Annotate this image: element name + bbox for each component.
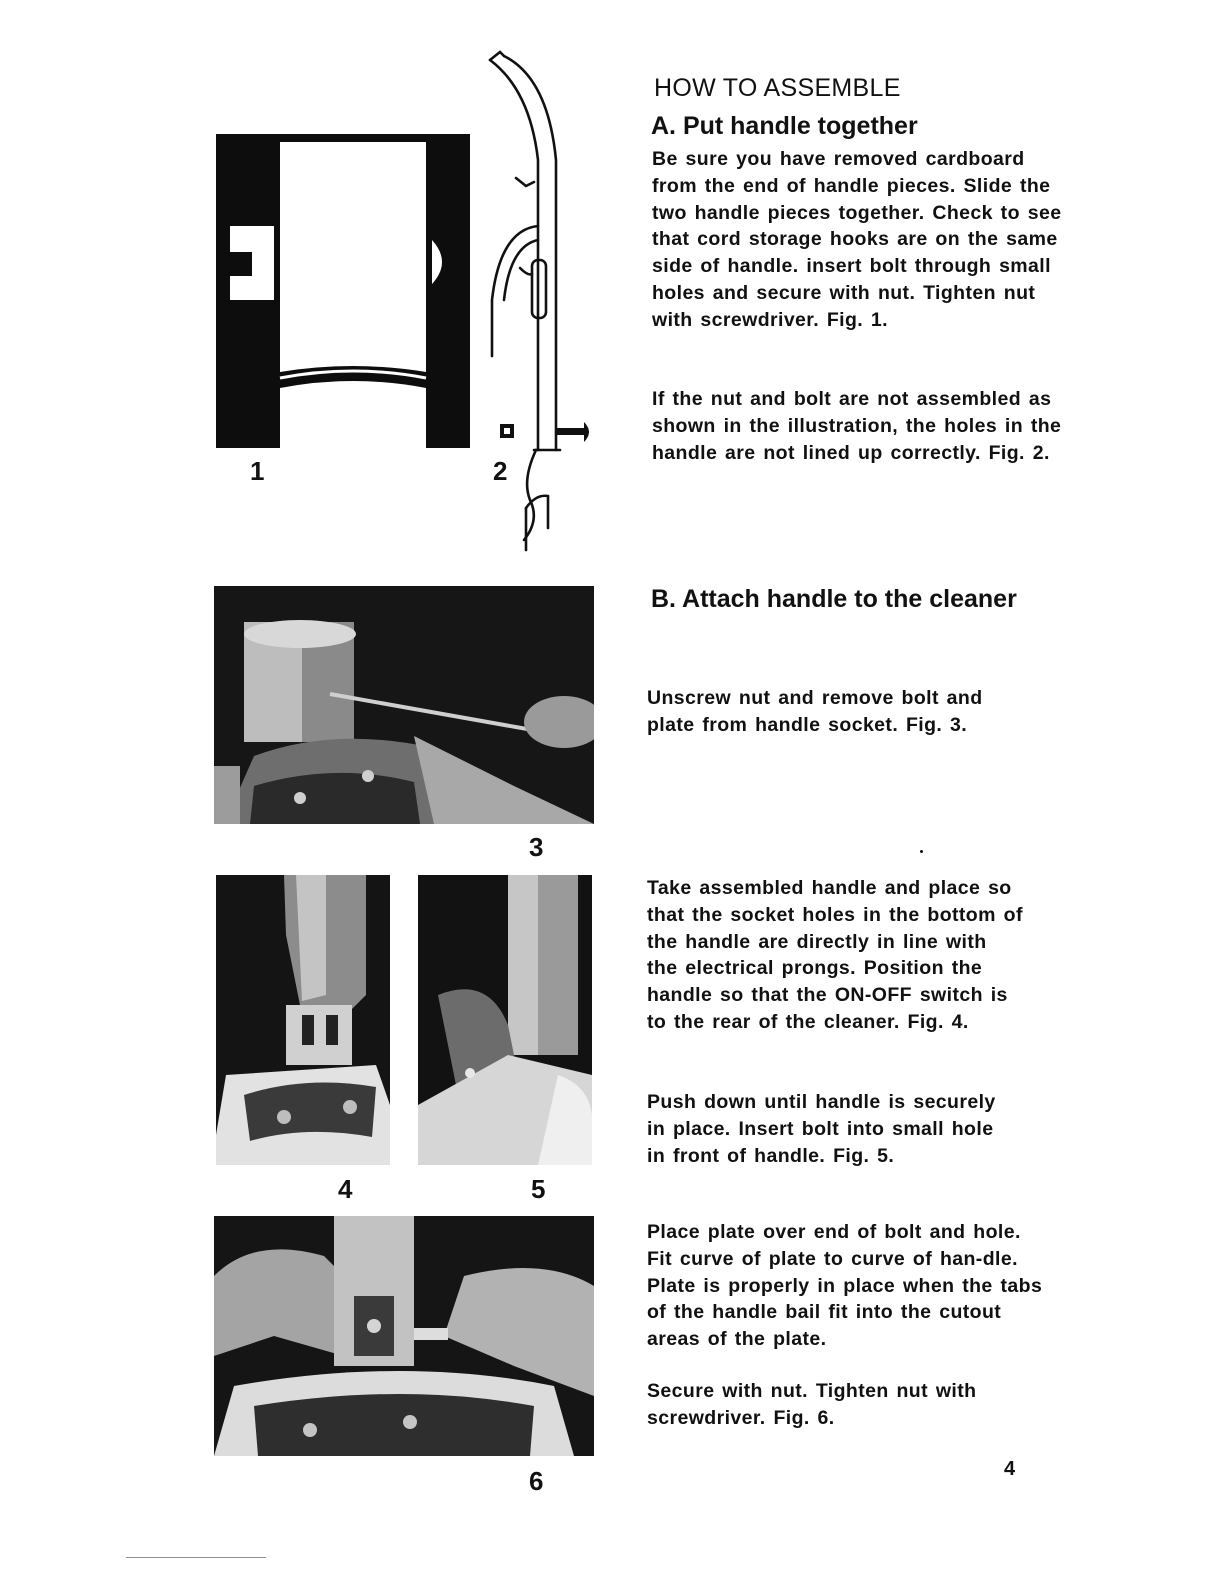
figure-6-label: 6 bbox=[529, 1466, 544, 1496]
figure-5-label: 5 bbox=[531, 1174, 546, 1204]
figure-1-illustration bbox=[216, 134, 470, 448]
figure-2-illustration bbox=[470, 50, 610, 560]
step-b-paragraph-5: Secure with nut. Tighten nut with screwdriver. Fig. 6. bbox=[647, 1380, 977, 1429]
step-a-heading: A. Put handle together bbox=[651, 112, 918, 140]
bottom-rule bbox=[126, 1557, 266, 1558]
figure-6-photo bbox=[214, 1216, 594, 1456]
figure-5-photo bbox=[418, 875, 592, 1165]
step-a-paragraph-2: If the nut and bolt are not assembled as shown in the illustration, the holes in the handle are not lined up correctly. Fig. 2. bbox=[652, 388, 1062, 464]
figure-3-photo bbox=[214, 586, 594, 824]
page-number: 4 bbox=[1004, 1458, 1016, 1480]
step-b-paragraph-4: Place plate over end of bolt and hole. Fit curve of plate to curve of han-dle. Plate is properly in place when the tabs of the handle bail fit into the cutout areas of the plate. bbox=[647, 1221, 1043, 1351]
figure-4-label: 4 bbox=[338, 1174, 353, 1204]
step-b-paragraph-1: Unscrew nut and remove bolt and plate from handle socket. Fig. 3. bbox=[647, 687, 983, 736]
figure-4-photo bbox=[216, 875, 390, 1165]
figure-3-label: 3 bbox=[529, 832, 544, 862]
step-b-paragraph-3: Push down until handle is securely in place. Insert bolt into small hole in front of handle. Fig. 5. bbox=[647, 1091, 996, 1167]
section-title: HOW TO ASSEMBLE bbox=[654, 74, 901, 102]
figure-1-label: 1 bbox=[250, 456, 265, 486]
step-b-paragraph-2: Take assembled handle and place so that the socket holes in the bottom of the handle are directly in line with the electrical prongs. Position the handle so that the ON-OFF switch is to the rear of the cleaner. Fig. 4. bbox=[647, 877, 1023, 1033]
step-b-heading: B. Attach handle to the cleaner bbox=[651, 585, 1017, 613]
stray-dot bbox=[920, 850, 923, 853]
step-a-paragraph-1: Be sure you have removed cardboard from the end of handle pieces. Slide the two handle pieces together. Check to see that cord storage hooks are on the same side of handle. insert bolt through small holes and secure with nut. Tighten nut with screwdriver. Fig. 1. bbox=[652, 148, 1062, 331]
figure-2-label: 2 bbox=[493, 456, 508, 486]
